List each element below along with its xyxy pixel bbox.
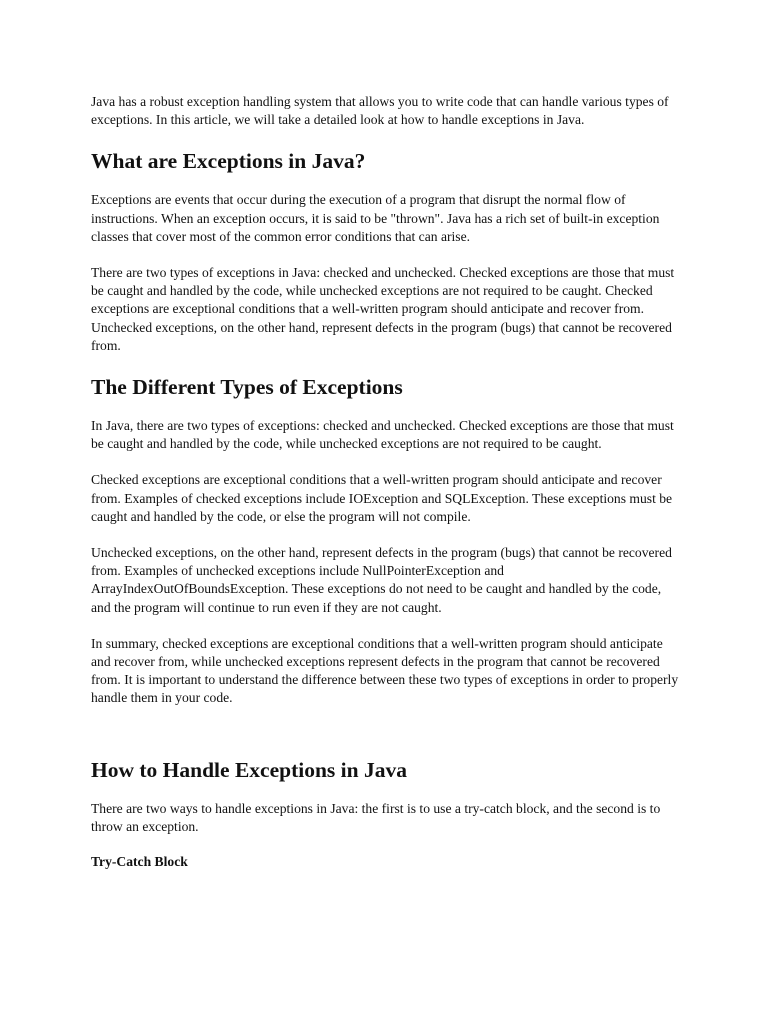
- paragraph-unchecked-exceptions: Unchecked exceptions, on the other hand, represent defects in the program (bugs) that cannot be recovered from. Examples of unchecked exceptions include NullPointerException and ArrayIndexOutOfBoundsException. These exceptions do not need to be caught and handled by the code, and the program will continue to run even if they are not caught.: [91, 545, 672, 615]
- paragraph-checked-exceptions: Checked exceptions are exceptional conditions that a well-written program should anticipate and recover from. Examples of checked exceptions include IOException and SQLException. These exceptions must be caught and handled by the code, or else the program will not compile.: [91, 472, 673, 524]
- heading-different-types: The Different Types of Exceptions: [91, 375, 403, 400]
- paragraph-exceptions-definition: Exceptions are events that occur during the execution of a program that disrupt the normal flow of instructions. When an exception occurs, it is said to be "thrown". Java has a rich set of built-in exception classes that cover most of the common error conditions that can arise.: [91, 192, 660, 244]
- paragraph-two-ways: There are two ways to handle exceptions in Java: the first is to use a try-catch block, and the second is to throw an exception.: [91, 800, 661, 834]
- intro-paragraph: Java has a robust exception handling system that allows you to write code that can handle various types of exceptions. In this article, we will take a detailed look at how to handle exceptions in Java.: [91, 94, 669, 128]
- paragraph-two-types-overview: There are two types of exceptions in Java: checked and unchecked. Checked exceptions are those that must be caught and handled by the code, while unchecked exceptions are not required to be caught. Checked exceptions are exceptional conditions that a well-written program should anticipate and recover from. Unchecked exceptions, on the other hand, represent defects in the program (bugs) that cannot be recovered from.: [91, 265, 675, 353]
- heading-what-are-exceptions: What are Exceptions in Java?: [91, 149, 366, 174]
- heading-how-to-handle: How to Handle Exceptions in Java: [91, 757, 407, 782]
- paragraph-types-intro: In Java, there are two types of exceptions: checked and unchecked. Checked exceptions are those that must be caught and handled by the code, while unchecked exceptions are not required to be caught.: [91, 418, 674, 452]
- subheading-try-catch: Try-Catch Block: [91, 854, 188, 870]
- paragraph-summary: In summary, checked exceptions are exceptional conditions that a well-written program should anticipate and recover from, while unchecked exceptions represent defects in the program that cannot be recovered from. It is important to understand the difference between these two types of exceptions in order to properly handle them in your code.: [91, 635, 679, 706]
- document-page: [91, 93, 681, 871]
